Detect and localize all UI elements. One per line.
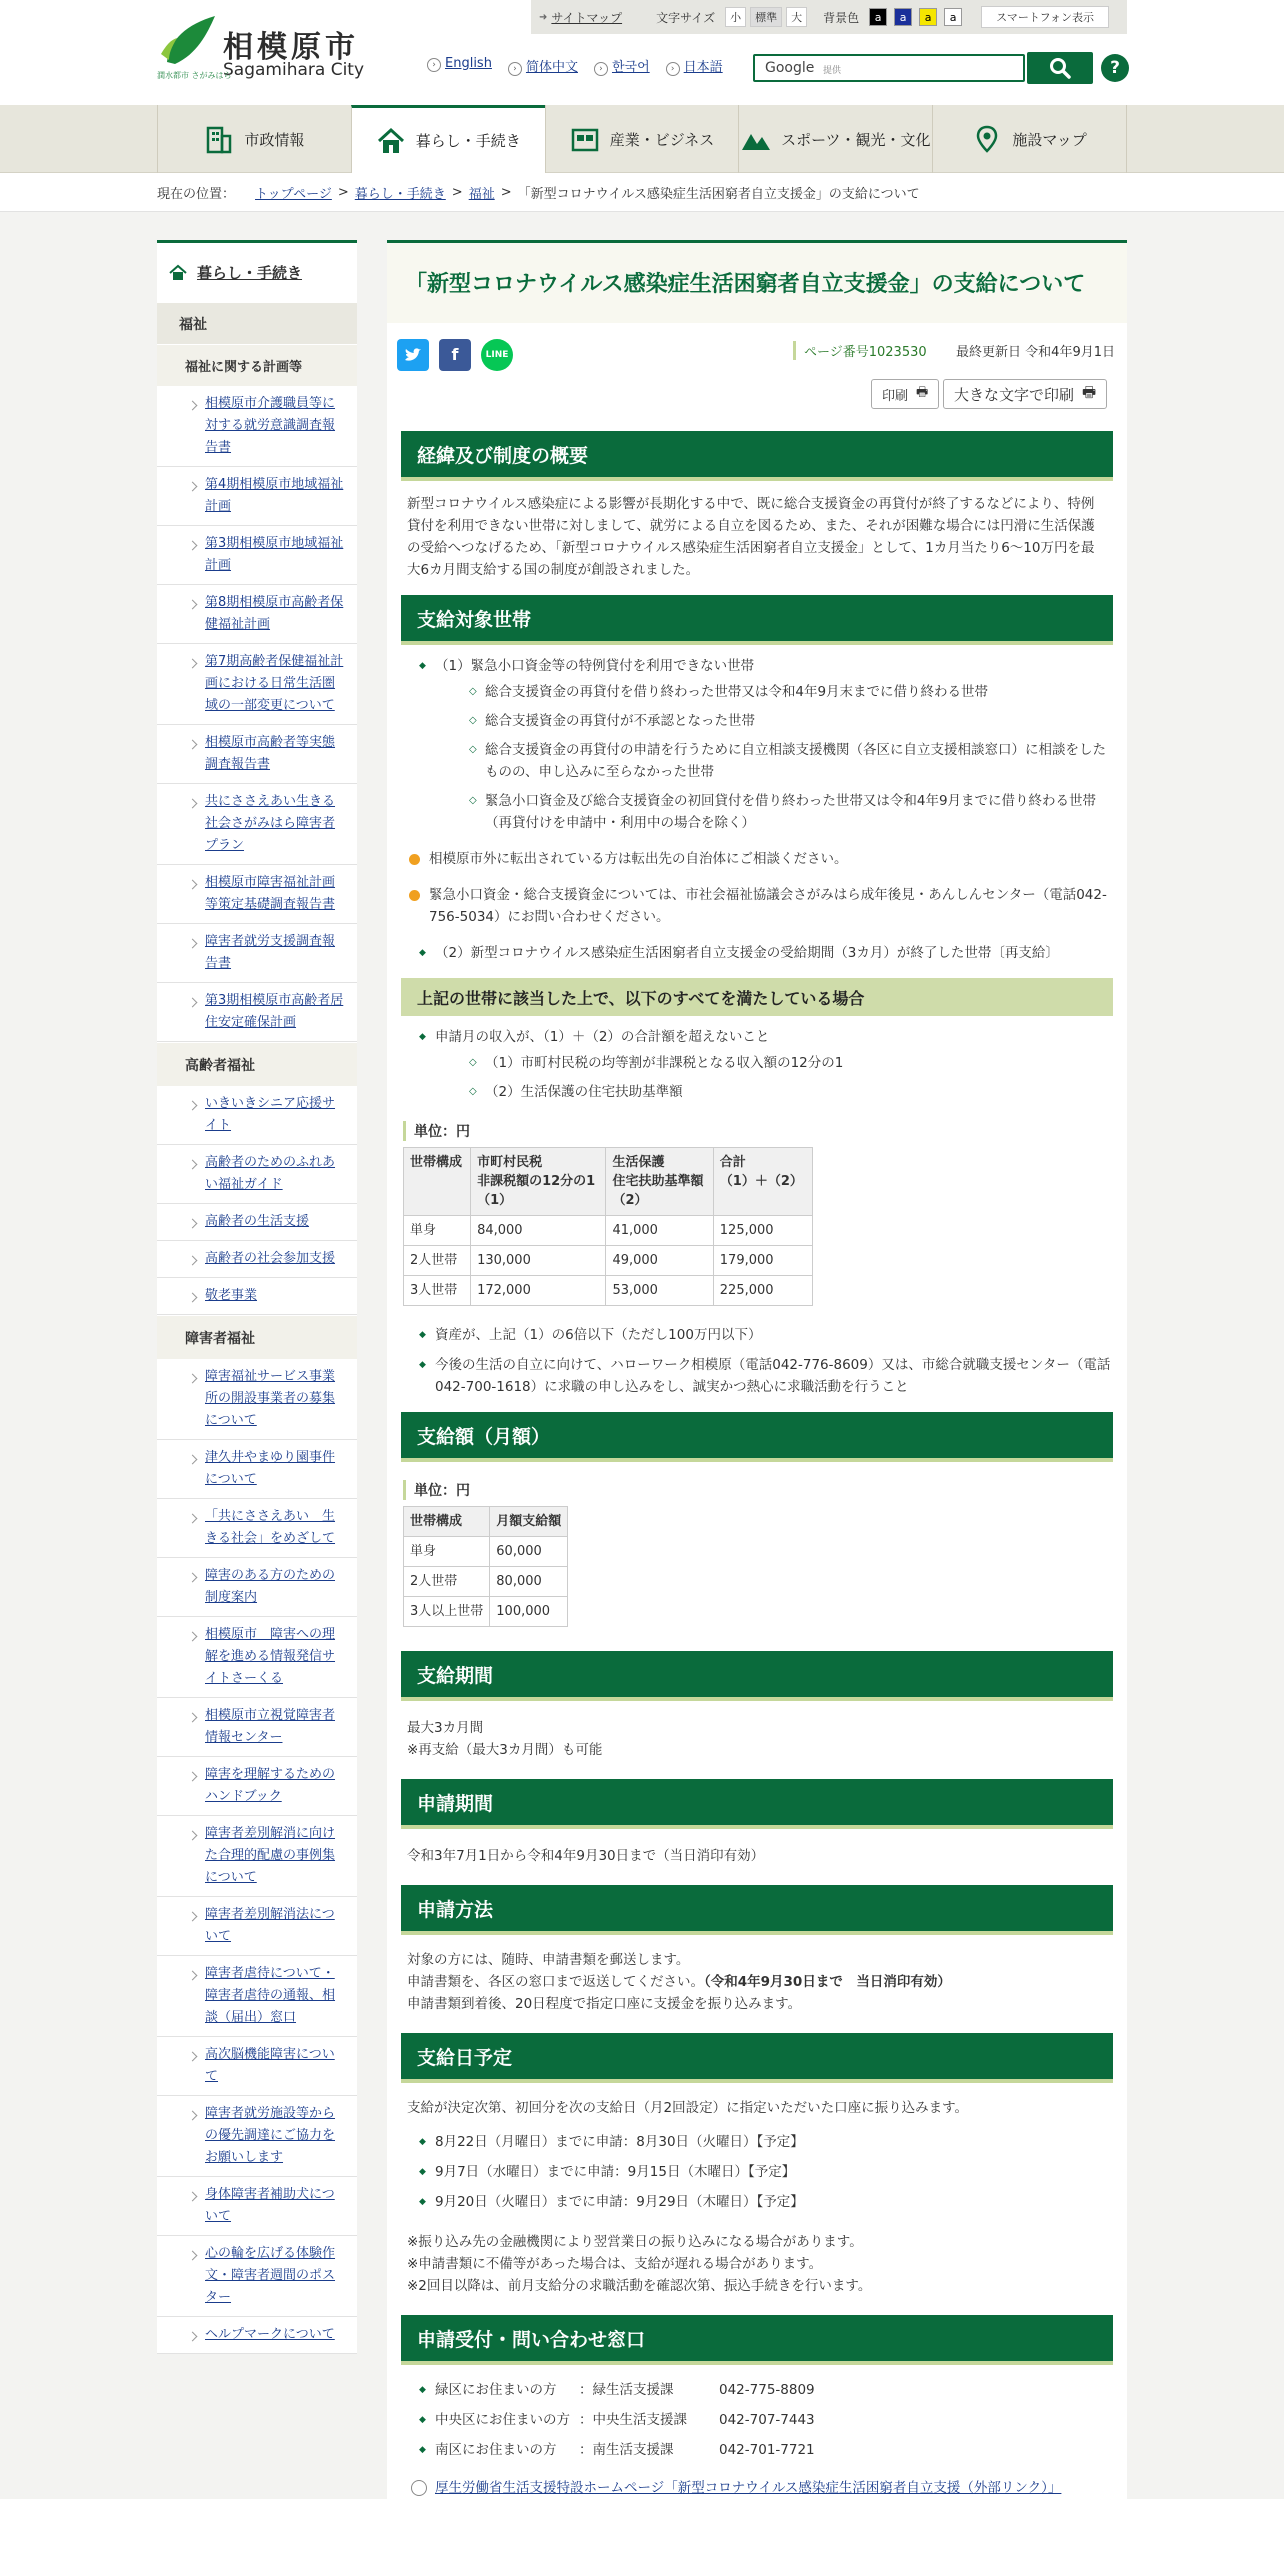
application-period-text: 令和3年7月1日から令和4年9月30日まで（当日消印有効） (407, 1848, 765, 1864)
sidebar-item[interactable] (157, 1204, 357, 1241)
payment-text: 支給が決定次第、初回分を次の支給日（月2回設定）に指定いただいた口座に振り込みます。 (407, 2100, 969, 2116)
sidebar-item[interactable] (157, 1816, 357, 1897)
logo-tagline: 潤水都市 さがみはら (157, 71, 232, 80)
sns-buttons (397, 339, 513, 371)
breadcrumb-bar (0, 173, 1284, 212)
sidebar-category[interactable]: 福祉 (157, 302, 357, 344)
table-cell: 172,000 (471, 1276, 606, 1306)
search-input[interactable] (753, 54, 1025, 82)
breadcrumb-sep: > (500, 184, 512, 200)
site-logo[interactable] (157, 14, 367, 86)
sidebar-item-link[interactable]: 障害者就労支援調査報告書 (205, 934, 336, 971)
contact-tel: 042-775-8809 (719, 2382, 815, 2398)
sitemap-link[interactable]: サイトマップ (551, 10, 623, 25)
sidebar-item[interactable] (157, 2096, 357, 2177)
gnav-label: スポーツ・観光・文化 (781, 130, 931, 149)
sidebar-item-link[interactable]: 相模原市介護職員等に対する就労意識調査報告書 (205, 396, 336, 455)
sidebar (157, 240, 357, 2499)
list-item (419, 1026, 1113, 1103)
sidebar-item-link[interactable]: 共にささえあい生きる社会さがみはら障害者プラン (205, 794, 336, 853)
sidebar-head[interactable] (157, 240, 357, 302)
sidebar-item-link[interactable]: 第3期相模原市高齢者居住安定確保計画 (205, 993, 344, 1030)
sidebar-list-elderly (157, 1086, 357, 1315)
logo-title: 相模原市 (223, 30, 359, 65)
mountain-icon (741, 124, 771, 154)
logo-en: Sagamihara City (223, 60, 365, 80)
print-large-label: 大きな文字で印刷 (954, 385, 1075, 404)
lang-korean[interactable]: › 한국어 (594, 56, 650, 76)
sidebar-item[interactable] (157, 1278, 357, 1315)
printer-icon: 🖶 (1082, 382, 1097, 401)
breadcrumb-sep: > (337, 184, 349, 200)
google-brand-sub: 提供 (823, 66, 842, 76)
table-cell: 3人以上世帯 (404, 1597, 490, 1627)
sidebar-item[interactable] (157, 644, 357, 725)
contact-item (419, 2439, 1113, 2461)
income-table (403, 1147, 813, 1306)
note-item: 相模原市外に転出されている方は転出先の自治体にご相談ください。 (407, 848, 1113, 870)
print-button[interactable] (871, 379, 939, 409)
table-cell: 53,000 (606, 1276, 713, 1306)
method-text (401, 1971, 1113, 1993)
sidebar-item[interactable] (157, 983, 357, 1042)
sidebar-section-disability[interactable]: 障害者福祉 (157, 1315, 357, 1359)
amount-table (403, 1506, 568, 1627)
target-list-2 (401, 928, 1113, 964)
city-hall-icon (204, 124, 234, 154)
list-item: ◆ 資産が、上記（1）の6倍以下（ただし100万円以下） (419, 1324, 1113, 1346)
list-item-text: （1）緊急小口資金等の特例貸付を利用できない世帯 (435, 658, 755, 674)
table-cell: 100,000 (490, 1597, 568, 1627)
table-header-cell: 合計 （1）＋（2） (713, 1148, 812, 1216)
sidebar-item-link[interactable]: 相模原市高齢者等実態調査報告書 (205, 735, 336, 772)
gnav-industry[interactable] (545, 105, 739, 173)
search-icon (1049, 57, 1071, 79)
table-cell: 125,000 (713, 1216, 812, 1246)
font-size-small[interactable]: 小 (725, 7, 746, 27)
smartphone-view-button[interactable]: スマートフォン表示 (981, 6, 1109, 28)
list-item: ◆ 8月22日（月曜日）までに申請：8月30日（火曜日）【予定】 (419, 2131, 1113, 2153)
sidebar-item-link[interactable]: 障害者虐待について・障害者虐待の通報、相談（届出）窓口 (205, 1966, 336, 2025)
bg-blue-option[interactable]: a (894, 8, 912, 26)
table-cell: 49,000 (606, 1246, 713, 1276)
section-heading: 支給対象世帯 (401, 595, 1113, 645)
sidebar-item-link[interactable]: 心の輪を広げる体験作文・障害者週間のポスター (205, 2246, 336, 2305)
breadcrumb-top[interactable]: トップページ (255, 186, 332, 202)
condition-sublist (435, 1048, 1113, 1103)
language-links (427, 56, 723, 76)
site-header (157, 0, 1127, 105)
sidebar-item-link[interactable]: 敬老事業 (205, 1288, 258, 1303)
sidebar-item-link[interactable]: 第3期相模原市地域福祉計画 (205, 536, 344, 573)
breadcrumb-welfare[interactable]: 福祉 (468, 186, 495, 202)
utility-bar (531, 0, 1127, 34)
table-cell: 80,000 (490, 1567, 568, 1597)
breadcrumb-sep: > (451, 184, 463, 200)
section-heading: 経緯及び制度の概要 (401, 431, 1113, 481)
method-deadline: （令和4年9月30日まで 当日消印有効） (704, 1974, 951, 1990)
section-heading: 支給期間 (401, 1651, 1113, 1701)
sidebar-item[interactable] (157, 2236, 357, 2317)
sub-list-item: ◇ 緊急小口資金及び総合支援資金の初回貸付を借り終わった世帯又は令和4年9月までに借り終わる世帯（再貸付けを申請中・利用中の場合を除く） (469, 790, 1113, 834)
sidebar-item-link[interactable]: いきいきシニア応援サイト (205, 1096, 336, 1133)
contact-office: ：中央生活支援課 (579, 2412, 687, 2428)
lang-japanese[interactable]: › 日本語 (666, 56, 723, 76)
sidebar-item-link[interactable]: 相模原市障害福祉計画等策定基礎調査報告書 (205, 875, 336, 912)
contact-item (419, 2379, 1113, 2401)
external-link-item (409, 2477, 1113, 2499)
table-cell: 41,000 (606, 1216, 713, 1246)
table-cell: 単身 (404, 1216, 471, 1246)
sidebar-item[interactable] (157, 1440, 357, 1499)
sidebar-item-link[interactable]: 障害のある方のための制度案内 (205, 1568, 336, 1605)
gnav-facility-map[interactable] (932, 105, 1127, 173)
twitter-icon[interactable] (397, 339, 429, 371)
print-large-button[interactable] (943, 379, 1107, 409)
breadcrumb (157, 173, 1127, 211)
overview-text: 新型コロナウイルス感染症による影響が長期化する中で、既に総合支援資金の再貸付が終了するなどにより、特例貸付を利用できない世帯に対しまして、就労による自立を図るため、また、それが困難な場合には円滑に生活保護の受給へつなげるため、「新型コロナウイルス感染症生活困窮者自立支援金」として、1カ月当たり6～10万円を最大6カ月間支給する国の制度が創設されました。 (407, 496, 1095, 578)
gnav-sports[interactable] (738, 105, 932, 173)
sidebar-section-elderly[interactable]: 高齢者福祉 (157, 1042, 357, 1086)
sidebar-item-link[interactable]: 「共にささえあい 生きる社会」をめざして (205, 1509, 336, 1546)
sidebar-item-link[interactable]: 身体障害者補助犬について (205, 2187, 335, 2224)
sidebar-item[interactable] (157, 1698, 357, 1757)
period-note: ※再支給（最大3カ月間）も可能 (407, 1742, 603, 1758)
sub-list-item: ◇ （1）市町村民税の均等割が非課税となる収入額の12分の1 (469, 1052, 1113, 1074)
print-label: 印刷 (882, 388, 909, 404)
sidebar-item[interactable] (157, 924, 357, 983)
list-item: ◆ 9月20日（火曜日）までに申請：9月29日（木曜日）【予定】 (419, 2191, 1113, 2213)
breadcrumb-label: 現在の位置： (157, 186, 236, 202)
table-header-cell: 世帯構成 (404, 1148, 471, 1216)
sidebar-item[interactable] (157, 1617, 357, 1698)
sidebar-head-link[interactable]: 暮らし・手続き (197, 264, 303, 282)
sidebar-item[interactable] (157, 526, 357, 585)
contact-office: ：南生活支援課 (579, 2442, 674, 2458)
main-content (387, 240, 1127, 2499)
section-heading: 申請方法 (401, 1885, 1113, 1935)
sidebar-item[interactable] (157, 1897, 357, 1956)
font-size-label: 文字サイズ (656, 10, 716, 25)
period-text: 最大3カ月間 (407, 1720, 484, 1736)
arrow-icon: › (427, 58, 441, 72)
contact-tel: 042-707-7443 (719, 2412, 815, 2428)
gnav-label: 市政情報 (244, 130, 305, 149)
table-cell: 単身 (404, 1537, 490, 1567)
section-heading: 支給額（月額） (401, 1412, 1113, 1462)
list-item: ◆ 9月7日（水曜日）までに申請：9月15日（木曜日）【予定】 (419, 2161, 1113, 2183)
payment-notes (401, 2221, 1113, 2297)
method-text: 申請書類到着後、20日程度で指定口座に支援金を振り込みます。 (407, 1996, 802, 2012)
global-nav-bar (0, 105, 1284, 173)
sub-list-item: ◇ 総合支援資金の再貸付を借り終わった世帯又は令和4年9月末までに借り終わる世帯 (469, 681, 1113, 703)
sidebar-item[interactable] (157, 1241, 357, 1278)
sidebar-item[interactable] (157, 2037, 357, 2096)
sidebar-item-link[interactable]: 第7期高齢者保健福祉計画における日常生活圏域の一部変更について (205, 654, 344, 713)
table-header-cell: 世帯構成 (404, 1507, 490, 1537)
page-number: ページ番号1023530 (793, 341, 927, 360)
page-title-box (387, 240, 1127, 323)
line-icon[interactable]: LINE (481, 339, 513, 371)
contact-area: 緑区にお住まいの方 (435, 2382, 557, 2398)
contact-area: 南区にお住まいの方 (435, 2442, 557, 2458)
sidebar-item-link[interactable]: 相模原市立視覚障害者情報センター (205, 1708, 336, 1745)
house-icon (376, 126, 406, 156)
table-cell: 60,000 (490, 1537, 568, 1567)
page-title: 「新型コロナウイルス感染症生活困窮者自立支援金」の支給について (405, 272, 1086, 297)
table-header-cell: 市町村民税 非課税額の12分の1 （1） (471, 1148, 606, 1216)
sidebar-item[interactable] (157, 2177, 357, 2236)
gnav-city-info[interactable] (157, 105, 351, 173)
section-heading: 支給日予定 (401, 2033, 1113, 2083)
lang-chinese[interactable]: › 简体中文 (508, 56, 578, 76)
note-text: ※振り込み先の金融機関により翌営業日の振り込みになる場合があります。 (407, 2234, 863, 2250)
table-header-cell: 月額支給額 (490, 1507, 568, 1537)
sidebar-item-link[interactable]: 相模原市 障害への理解を進める情報発信サイトさーくる (205, 1627, 336, 1686)
search-button[interactable] (1027, 52, 1093, 84)
table-cell: 3人世帯 (404, 1276, 471, 1306)
sub-heading: 上記の世帯に該当した上で、以下のすべてを満たしている場合 (401, 978, 1113, 1016)
sidebar-item[interactable] (157, 784, 357, 865)
table-row (404, 1246, 813, 1276)
sidebar-item[interactable] (157, 1086, 357, 1145)
table-row (404, 1567, 568, 1597)
note-text: ※申請書類に不備等があった場合は、支給が遅れる場合があります。 (407, 2256, 823, 2272)
sidebar-list-disability (157, 1359, 357, 2354)
lang-english[interactable]: › English (427, 56, 492, 76)
arrow-icon: › (666, 62, 680, 76)
contact-area: 中央区にお住まいの方 (435, 2412, 570, 2428)
sidebar-item-link[interactable]: 障害者差別解消法について (205, 1907, 335, 1944)
sidebar-item-link[interactable]: 障害者差別解消に向けた合理的配慮の事例集について (205, 1826, 336, 1885)
sidebar-item-link[interactable]: 津久井やまゆり園事件について (205, 1450, 336, 1487)
table-cell: 179,000 (713, 1246, 812, 1276)
last-updated: 最終更新日 令和4年9月1日 (956, 345, 1115, 360)
table-cell: 2人世帯 (404, 1246, 471, 1276)
bg-black-option[interactable]: a (869, 8, 887, 26)
sidebar-item[interactable] (157, 1956, 357, 2037)
gnav-label: 暮らし・手続き (415, 132, 521, 150)
sidebar-item-link[interactable]: 第8期相模原市高齢者保健福祉計画 (205, 595, 344, 632)
target-list (401, 645, 1113, 834)
method-text: 対象の方には、随時、申請書類を郵送します。 (407, 1952, 690, 1968)
house-icon (169, 264, 187, 282)
sidebar-item[interactable] (157, 585, 357, 644)
section-heading: 申請受付・問い合わせ窓口 (401, 2315, 1113, 2365)
sidebar-item[interactable] (157, 725, 357, 784)
note-text: ※2回目以降は、前月支給分の求職活動を確認次第、振込手続きを行います。 (407, 2278, 872, 2294)
global-nav (157, 105, 1127, 173)
bg-white-option[interactable]: a (944, 8, 962, 26)
table-cell: 130,000 (471, 1246, 606, 1276)
sidebar-item[interactable] (157, 865, 357, 924)
sidebar-item-link[interactable]: 第4期相模原市地域福祉計画 (205, 477, 344, 514)
gnav-label: 施設マップ (1012, 130, 1087, 149)
external-link[interactable]: 厚生労働省生活支援特設ホームページ「新型コロナウイルス感染症生活困窮者自立支援（外部リンク）」 (435, 2480, 1062, 2496)
sidebar-item[interactable] (157, 1145, 357, 1204)
map-icon (972, 124, 1002, 154)
sidebar-item-link[interactable]: 高齢者の生活支援 (205, 1214, 310, 1229)
sidebar-item-link[interactable]: 障害福祉サービス事業所の開設事業者の募集について (205, 1369, 336, 1428)
list-item: ◆ 今後の生活の自立に向けて、ハローワーク相模原（電話042-776-8609）又は、市総合就職支援センター（電話042-700-1618）に求職の申し込みをし、誠実かつ熱心に求職活動を行うこと (419, 1354, 1113, 1398)
sitemap-arrow-icon: ➜ (539, 11, 548, 23)
sub-list-item: ◇ 総合支援資金の再貸付が不承認となった世帯 (469, 710, 1113, 732)
arrow-icon: › (594, 62, 608, 76)
unit-label: 単位：円 (403, 1480, 1113, 1500)
method-text-a: 申請書類を、各区の窓口まで返送してください。 (407, 1974, 704, 1990)
sidebar-item-link[interactable]: 障害を理解するためのハンドブック (205, 1767, 336, 1804)
sidebar-list-plans (157, 386, 357, 1042)
table-row (404, 1216, 813, 1246)
logo-leaf-icon (157, 14, 219, 70)
sidebar-item[interactable] (157, 1499, 357, 1558)
sidebar-item-link[interactable]: 障害者就労施設等からの優先調達にご協力をお願いします (205, 2106, 336, 2165)
unit-label: 単位：円 (403, 1121, 1113, 1141)
sidebar-item-link[interactable]: ヘルプマークについて (205, 2327, 335, 2342)
table-row (404, 1537, 568, 1567)
sidebar-item[interactable] (157, 1558, 357, 1617)
table-row (404, 1597, 568, 1627)
meta-row (387, 323, 1127, 375)
condition-list-2 (401, 1306, 1113, 1398)
facebook-icon[interactable]: f (439, 339, 471, 371)
contact-office: ：緑生活支援課 (579, 2382, 674, 2398)
table-cell: 225,000 (713, 1276, 812, 1306)
shop-icon (570, 124, 600, 154)
list-item-text: 申請月の収入が、（1）＋（2）の合計額を超えないこと (435, 1029, 770, 1045)
note-item: 緊急小口資金・総合支援資金については、市社会福祉協議会さがみはら成年後見・あんしんセンター（電話042-756-5034）にお問い合わせください。 (407, 884, 1113, 928)
contact-list (401, 2365, 1113, 2461)
sidebar-item[interactable] (157, 1757, 357, 1816)
breadcrumb-current: 「新型コロナウイルス感染症生活困窮者自立支援金」の支給について (517, 186, 920, 202)
list-item (419, 655, 1113, 834)
bg-color-label: 背景色 (823, 10, 860, 25)
article (387, 431, 1127, 2499)
section-heading: 申請期間 (401, 1779, 1113, 1829)
table-cell: 84,000 (471, 1216, 606, 1246)
font-size-large[interactable]: 大 (786, 7, 807, 27)
arrow-icon: › (508, 62, 522, 76)
contact-item (419, 2409, 1113, 2431)
sidebar-item-link[interactable]: 高齢者の社会参加支援 (205, 1251, 336, 1266)
font-size-standard[interactable]: 標準 (750, 7, 782, 27)
help-icon[interactable]: ? (1101, 54, 1129, 82)
sidebar-item[interactable] (157, 386, 357, 467)
sidebar-section-plans[interactable]: 福祉に関する計画等 (157, 344, 357, 386)
list-item: ◆ （2）新型コロナウイルス感染症生活困窮者自立支援金の受給期間（3カ月）が終了した世帯〔再支給〕 (419, 942, 1113, 964)
sidebar-item[interactable] (157, 2317, 357, 2354)
print-row (387, 375, 1127, 417)
sub-list-item: ◇ （2）生活保護の住宅扶助基準額 (469, 1081, 1113, 1103)
printer-icon: 🖶 (916, 385, 929, 400)
contact-tel: 042-701-7721 (719, 2442, 815, 2458)
sidebar-item-link[interactable]: 高次脳機能障害について (205, 2047, 335, 2084)
condition-list (401, 1016, 1113, 1103)
gnav-label: 産業・ビジネス (609, 130, 715, 149)
page-body (0, 212, 1284, 2499)
sub-list-item: ◇ 総合支援資金の再貸付の申請を行うために自立相談支援機関（各区に自立支援相談窓口）に相談をしたものの、申し込みに至らなかった世帯 (469, 739, 1113, 783)
sidebar-item[interactable] (157, 467, 357, 526)
breadcrumb-living[interactable]: 暮らし・手続き (354, 186, 446, 202)
table-header-cell: 生活保護 住宅扶助基準額 （2） (606, 1148, 713, 1216)
table-row (404, 1276, 813, 1306)
sidebar-item[interactable] (157, 1359, 357, 1440)
target-sublist (435, 677, 1113, 834)
table-cell: 2人世帯 (404, 1567, 490, 1597)
google-brand: Google (765, 60, 815, 76)
gnav-living[interactable] (351, 105, 545, 173)
sidebar-item-link[interactable]: 高齢者のためのふれあい福祉ガイド (205, 1155, 336, 1192)
payment-dates (401, 2119, 1113, 2213)
bg-yellow-option[interactable]: a (919, 8, 937, 26)
